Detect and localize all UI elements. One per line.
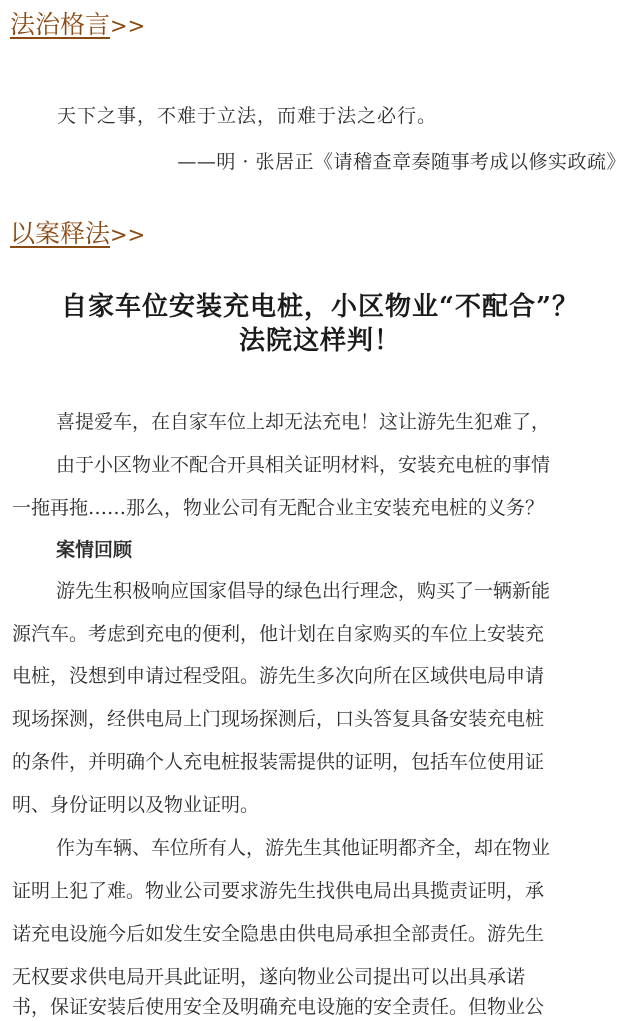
section-heading-motto-text: 法治格言 — [10, 10, 111, 39]
quote-source: ——明 · 张居正《请稽查章奏随事考成以修实政疏》 — [177, 151, 626, 173]
intro-line: 一拖再拖……那么，物业公司有无配合业主安装充电桩的义务？ — [12, 497, 545, 519]
article-title-line: 自家车位安装充电桩，小区物业“不配合”？ — [61, 292, 579, 322]
paragraph-line: 书，保证安装后使用安全及明确充电设施的安全责任。但物业公 — [12, 996, 545, 1018]
paragraph-line: 无权要求供电局开具此证明，遂向物业公司提出可以出具承诺 — [12, 966, 526, 988]
paragraph-line: 证明上犯了难。物业公司要求游先生找供电局出具揽责证明，承 — [12, 880, 545, 902]
paragraph-line: 明、身份证明以及物业证明。 — [12, 794, 260, 816]
paragraph-line: 电桩，没想到申请过程受阻。游先生多次向所在区域供电局申请 — [12, 665, 545, 687]
double-arrow-icon: >> — [110, 14, 146, 38]
paragraph-line: 作为车辆、车位所有人，游先生其他证明都齐全，却在物业 — [56, 837, 551, 859]
case-review-subheading: 案情回顾 — [56, 539, 133, 561]
section-heading-case-text: 以案释法 — [10, 219, 111, 248]
section-heading-case — [10, 219, 145, 250]
section-heading-motto — [10, 10, 145, 41]
intro-line: 由于小区物业不配合开具相关证明材料，安装充电桩的事情 — [56, 454, 551, 476]
paragraph-line: 现场探测，经供电局上门现场探测后，口头答复具备安装充电桩 — [12, 708, 545, 730]
paragraph-line: 源汽车。考虑到充电的便利，他计划在自家购买的车位上安装充 — [12, 623, 545, 645]
intro-line: 喜提爱车，在自家车位上却无法充电！这让游先生犯难了， — [56, 411, 551, 433]
article-title-line: 法院这样判！ — [238, 326, 401, 356]
double-arrow-icon: >> — [110, 223, 146, 247]
paragraph-line: 游先生积极响应国家倡导的绿色出行理念，购买了一辆新能 — [56, 580, 551, 602]
paragraph-line: 诺充电设施今后如发生安全隐患由供电局承担全部责任。游先生 — [12, 923, 545, 945]
quote-text: 天下之事，不难于立法，而难于法之必行。 — [57, 105, 438, 127]
paragraph-line: 的条件，并明确个人充电桩报装需提供的证明，包括车位使用证 — [12, 751, 545, 773]
article-title — [0, 290, 640, 358]
